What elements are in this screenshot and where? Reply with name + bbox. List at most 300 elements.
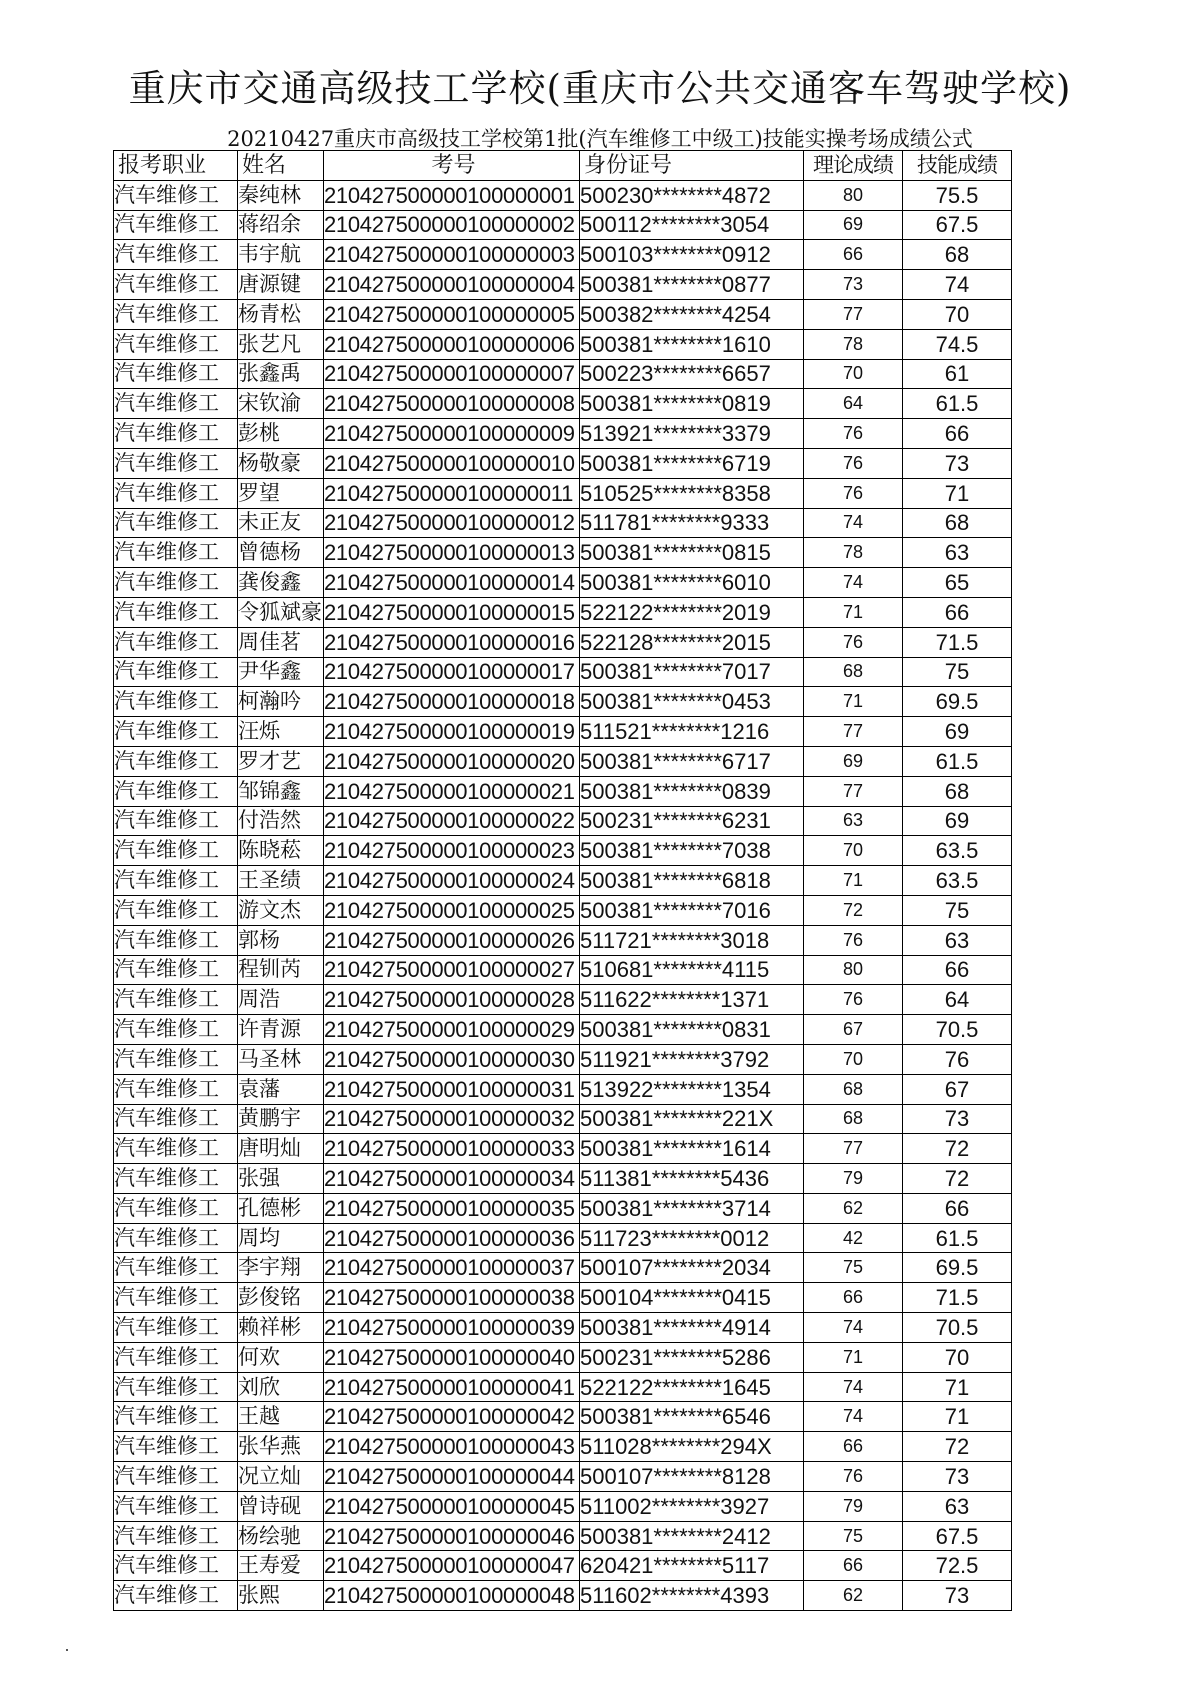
table-row [114,627,1012,657]
cell-name: 唐明灿 [238,1134,324,1164]
cell-name: 张艺凡 [238,329,324,359]
table-row [114,1521,1012,1551]
cell-name: 张鑫禹 [238,359,324,389]
cell-id-number: 500381********221X [580,1104,804,1134]
cell-job: 汽车维修工 [114,925,238,955]
cell-skill-score: 66 [903,597,1012,627]
cell-exam-number: 210427500000100000018 [324,687,580,717]
cell-id-number: 511781********9333 [580,508,804,538]
table-row [114,478,1012,508]
cell-skill-score: 73 [903,1104,1012,1134]
cell-job: 汽车维修工 [114,806,238,836]
cell-job: 汽车维修工 [114,895,238,925]
cell-job: 汽车维修工 [114,1462,238,1492]
cell-skill-score: 73 [903,448,1012,478]
cell-theory-score: 68 [804,1074,903,1104]
cell-theory-score: 79 [804,1491,903,1521]
cell-exam-number: 210427500000100000022 [324,806,580,836]
cell-exam-number: 210427500000100000002 [324,210,580,240]
cell-id-number: 500381********0453 [580,687,804,717]
table-row [114,717,1012,747]
cell-id-number: 500381********0839 [580,776,804,806]
table-row [114,1581,1012,1611]
cell-id-number: 510681********4115 [580,955,804,985]
cell-exam-number: 210427500000100000030 [324,1044,580,1074]
cell-theory-score: 72 [804,895,903,925]
cell-skill-score: 68 [903,240,1012,270]
cell-job: 汽车维修工 [114,1015,238,1045]
cell-name: 周浩 [238,985,324,1015]
cell-theory-score: 74 [804,568,903,598]
cell-job: 汽车维修工 [114,1402,238,1432]
score-announcement-subtitle: 20210427重庆市高级技工学校第1批(汽车维修工中级工)技能实操考场成绩公式 [227,127,973,151]
cell-theory-score: 76 [804,448,903,478]
cell-exam-number: 210427500000100000028 [324,985,580,1015]
cell-theory-score: 66 [804,1432,903,1462]
cell-id-number: 500231********5286 [580,1342,804,1372]
cell-job: 汽车维修工 [114,448,238,478]
cell-name: 黄鹏宇 [238,1104,324,1134]
cell-id-number: 500381********6717 [580,746,804,776]
cell-theory-score: 71 [804,866,903,896]
cell-job: 汽车维修工 [114,210,238,240]
cell-name: 郭杨 [238,925,324,955]
cell-skill-score: 63.5 [903,836,1012,866]
cell-id-number: 511602********4393 [580,1581,804,1611]
cell-job: 汽车维修工 [114,1193,238,1223]
cell-exam-number: 210427500000100000010 [324,448,580,478]
cell-skill-score: 76 [903,1044,1012,1074]
cell-theory-score: 77 [804,717,903,747]
table-row [114,508,1012,538]
cell-job: 汽车维修工 [114,1342,238,1372]
cell-theory-score: 68 [804,1104,903,1134]
cell-skill-score: 71 [903,478,1012,508]
cell-exam-number: 210427500000100000009 [324,419,580,449]
cell-skill-score: 74 [903,270,1012,300]
cell-id-number: 500381********0819 [580,389,804,419]
cell-id-number: 500381********6546 [580,1402,804,1432]
cell-exam-number: 210427500000100000037 [324,1253,580,1283]
table-row [114,687,1012,717]
table-row [114,955,1012,985]
cell-exam-number: 210427500000100000019 [324,717,580,747]
cell-id-number: 500230********4872 [580,180,804,210]
cell-skill-score: 67.5 [903,1521,1012,1551]
table-row [114,985,1012,1015]
cell-theory-score: 68 [804,657,903,687]
cell-theory-score: 66 [804,1551,903,1581]
cell-job: 汽车维修工 [114,985,238,1015]
table-row [114,1402,1012,1432]
cell-name: 柯瀚吟 [238,687,324,717]
cell-skill-score: 69.5 [903,1253,1012,1283]
cell-theory-score: 74 [804,508,903,538]
cell-name: 张强 [238,1164,324,1194]
cell-job: 汽车维修工 [114,776,238,806]
table-row [114,1044,1012,1074]
cell-skill-score: 63 [903,538,1012,568]
cell-job: 汽车维修工 [114,1551,238,1581]
cell-exam-number: 210427500000100000020 [324,746,580,776]
cell-id-number: 511721********3018 [580,925,804,955]
cell-exam-number: 210427500000100000004 [324,270,580,300]
cell-name: 蒋绍余 [238,210,324,240]
cell-exam-number: 210427500000100000032 [324,1104,580,1134]
table-row [114,1491,1012,1521]
table-row [114,1134,1012,1164]
cell-job: 汽车维修工 [114,1521,238,1551]
cell-job: 汽车维修工 [114,687,238,717]
cell-id-number: 500381********0831 [580,1015,804,1045]
cell-name: 陈晓菘 [238,836,324,866]
cell-id-number: 511028********294X [580,1432,804,1462]
cell-skill-score: 72 [903,1432,1012,1462]
cell-name: 程钏芮 [238,955,324,985]
cell-skill-score: 65 [903,568,1012,598]
table-row [114,1104,1012,1134]
cell-exam-number: 210427500000100000046 [324,1521,580,1551]
cell-name: 尹华鑫 [238,657,324,687]
table-row [114,836,1012,866]
column-header-exam-number: 考号 [324,151,580,181]
cell-name: 杨敬豪 [238,448,324,478]
cell-job: 汽车维修工 [114,270,238,300]
cell-name: 马圣林 [238,1044,324,1074]
cell-theory-score: 69 [804,746,903,776]
cell-theory-score: 66 [804,240,903,270]
cell-name: 罗望 [238,478,324,508]
table-row [114,1015,1012,1045]
cell-exam-number: 210427500000100000008 [324,389,580,419]
cell-skill-score: 63.5 [903,866,1012,896]
cell-theory-score: 71 [804,687,903,717]
cell-job: 汽车维修工 [114,329,238,359]
cell-skill-score: 74.5 [903,329,1012,359]
cell-exam-number: 210427500000100000011 [324,478,580,508]
cell-name: 唐源键 [238,270,324,300]
cell-skill-score: 68 [903,776,1012,806]
cell-id-number: 500381********7038 [580,836,804,866]
cell-job: 汽车维修工 [114,597,238,627]
cell-job: 汽车维修工 [114,1491,238,1521]
cell-id-number: 500231********6231 [580,806,804,836]
cell-skill-score: 72.5 [903,1551,1012,1581]
cell-exam-number: 210427500000100000038 [324,1283,580,1313]
cell-name: 周佳茗 [238,627,324,657]
score-table-body [114,180,1012,1610]
cell-exam-number: 210427500000100000040 [324,1342,580,1372]
cell-name: 王越 [238,1402,324,1432]
cell-exam-number: 210427500000100000035 [324,1193,580,1223]
cell-exam-number: 210427500000100000034 [324,1164,580,1194]
cell-theory-score: 66 [804,1283,903,1313]
cell-skill-score: 70.5 [903,1313,1012,1343]
cell-skill-score: 69 [903,717,1012,747]
cell-name: 袁藩 [238,1074,324,1104]
cell-id-number: 500381********1614 [580,1134,804,1164]
cell-theory-score: 80 [804,955,903,985]
cell-job: 汽车维修工 [114,359,238,389]
cell-theory-score: 62 [804,1193,903,1223]
cell-exam-number: 210427500000100000006 [324,329,580,359]
cell-exam-number: 210427500000100000048 [324,1581,580,1611]
cell-exam-number: 210427500000100000027 [324,955,580,985]
cell-exam-number: 210427500000100000043 [324,1432,580,1462]
cell-theory-score: 74 [804,1313,903,1343]
cell-skill-score: 66 [903,419,1012,449]
cell-skill-score: 61.5 [903,389,1012,419]
cell-exam-number: 210427500000100000033 [324,1134,580,1164]
cell-name: 王寿爱 [238,1551,324,1581]
column-header-job: 报考职业 [114,151,238,181]
cell-exam-number: 210427500000100000029 [324,1015,580,1045]
table-row [114,1193,1012,1223]
cell-exam-number: 210427500000100000023 [324,836,580,866]
cell-name: 杨青松 [238,299,324,329]
cell-skill-score: 73 [903,1581,1012,1611]
cell-skill-score: 71.5 [903,1283,1012,1313]
cell-name: 彭桃 [238,419,324,449]
table-row [114,597,1012,627]
cell-name: 汪烁 [238,717,324,747]
column-header-theory-score: 理论成绩 [804,151,903,181]
cell-theory-score: 76 [804,627,903,657]
cell-job: 汽车维修工 [114,866,238,896]
cell-id-number: 510525********8358 [580,478,804,508]
school-title: 重庆市交通高级技工学校(重庆市公共交通客车驾驶学校) [128,67,1072,110]
cell-name: 游文杰 [238,895,324,925]
table-row [114,329,1012,359]
cell-id-number: 500107********2034 [580,1253,804,1283]
cell-job: 汽车维修工 [114,538,238,568]
cell-job: 汽车维修工 [114,1134,238,1164]
cell-skill-score: 70 [903,1342,1012,1372]
cell-job: 汽车维修工 [114,180,238,210]
cell-theory-score: 77 [804,776,903,806]
cell-theory-score: 64 [804,389,903,419]
scan-speck [66,1649,68,1651]
cell-id-number: 511921********3792 [580,1044,804,1074]
table-row [114,1551,1012,1581]
cell-id-number: 500381********0877 [580,270,804,300]
table-row [114,1074,1012,1104]
table-row [114,1432,1012,1462]
table-row [114,299,1012,329]
cell-id-number: 511622********1371 [580,985,804,1015]
cell-name: 周均 [238,1223,324,1253]
cell-theory-score: 76 [804,478,903,508]
cell-exam-number: 210427500000100000017 [324,657,580,687]
cell-theory-score: 78 [804,538,903,568]
cell-id-number: 500382********4254 [580,299,804,329]
cell-skill-score: 73 [903,1462,1012,1492]
cell-skill-score: 61 [903,359,1012,389]
cell-theory-score: 75 [804,1521,903,1551]
cell-theory-score: 77 [804,1134,903,1164]
cell-theory-score: 62 [804,1581,903,1611]
table-row [114,925,1012,955]
cell-theory-score: 42 [804,1223,903,1253]
score-table-header [114,151,1012,181]
cell-theory-score: 73 [804,270,903,300]
score-table [113,150,1012,1611]
cell-job: 汽车维修工 [114,1372,238,1402]
cell-exam-number: 210427500000100000013 [324,538,580,568]
cell-skill-score: 75.5 [903,180,1012,210]
cell-id-number: 500381********6719 [580,448,804,478]
cell-theory-score: 69 [804,210,903,240]
table-row [114,210,1012,240]
table-row [114,895,1012,925]
cell-name: 赖祥彬 [238,1313,324,1343]
cell-name: 付浩然 [238,806,324,836]
cell-skill-score: 66 [903,1193,1012,1223]
table-row [114,359,1012,389]
cell-skill-score: 70.5 [903,1015,1012,1045]
cell-skill-score: 75 [903,657,1012,687]
cell-theory-score: 75 [804,1253,903,1283]
cell-name: 杨绘驰 [238,1521,324,1551]
cell-exam-number: 210427500000100000026 [324,925,580,955]
cell-exam-number: 210427500000100000007 [324,359,580,389]
cell-job: 汽车维修工 [114,1074,238,1104]
table-row [114,776,1012,806]
table-row [114,1372,1012,1402]
cell-id-number: 522122********1645 [580,1372,804,1402]
cell-id-number: 522122********2019 [580,597,804,627]
cell-theory-score: 77 [804,299,903,329]
table-row [114,806,1012,836]
cell-job: 汽车维修工 [114,1432,238,1462]
cell-job: 汽车维修工 [114,389,238,419]
table-row [114,240,1012,270]
table-row [114,419,1012,449]
cell-skill-score: 71.5 [903,627,1012,657]
cell-name: 宋钦渝 [238,389,324,419]
cell-id-number: 511723********0012 [580,1223,804,1253]
cell-theory-score: 76 [804,419,903,449]
cell-name: 李宇翔 [238,1253,324,1283]
cell-id-number: 513922********1354 [580,1074,804,1104]
table-row [114,538,1012,568]
cell-job: 汽车维修工 [114,657,238,687]
table-row [114,270,1012,300]
cell-job: 汽车维修工 [114,836,238,866]
cell-job: 汽车维修工 [114,240,238,270]
cell-id-number: 500112********3054 [580,210,804,240]
cell-name: 曾诗砚 [238,1491,324,1521]
cell-id-number: 500381********0815 [580,538,804,568]
cell-skill-score: 67 [903,1074,1012,1104]
cell-job: 汽车维修工 [114,1164,238,1194]
cell-id-number: 513921********3379 [580,419,804,449]
cell-job: 汽车维修工 [114,627,238,657]
header-row [114,151,1012,181]
cell-theory-score: 78 [804,329,903,359]
cell-name: 秦纯林 [238,180,324,210]
cell-name: 邹锦鑫 [238,776,324,806]
table-row [114,866,1012,896]
cell-job: 汽车维修工 [114,955,238,985]
cell-job: 汽车维修工 [114,568,238,598]
cell-exam-number: 210427500000100000036 [324,1223,580,1253]
cell-exam-number: 210427500000100000047 [324,1551,580,1581]
table-row [114,1313,1012,1343]
cell-name: 孔德彬 [238,1193,324,1223]
cell-name: 未正友 [238,508,324,538]
cell-theory-score: 67 [804,1015,903,1045]
cell-theory-score: 71 [804,597,903,627]
cell-id-number: 500381********3714 [580,1193,804,1223]
cell-id-number: 500103********0912 [580,240,804,270]
cell-theory-score: 76 [804,925,903,955]
cell-skill-score: 67.5 [903,210,1012,240]
cell-id-number: 500381********4914 [580,1313,804,1343]
cell-name: 彭俊铭 [238,1283,324,1313]
cell-name: 何欢 [238,1342,324,1372]
table-row [114,1253,1012,1283]
cell-exam-number: 210427500000100000031 [324,1074,580,1104]
cell-job: 汽车维修工 [114,717,238,747]
cell-job: 汽车维修工 [114,1104,238,1134]
cell-exam-number: 210427500000100000041 [324,1372,580,1402]
cell-id-number: 620421********5117 [580,1551,804,1581]
cell-exam-number: 210427500000100000012 [324,508,580,538]
table-row [114,448,1012,478]
column-header-name: 姓名 [238,151,324,181]
cell-skill-score: 61.5 [903,1223,1012,1253]
cell-skill-score: 61.5 [903,746,1012,776]
cell-theory-score: 79 [804,1164,903,1194]
column-header-id-number: 身份证号 [580,151,804,181]
cell-id-number: 500381********7017 [580,657,804,687]
cell-name: 曾德杨 [238,538,324,568]
cell-theory-score: 70 [804,1044,903,1074]
cell-id-number: 500381********6010 [580,568,804,598]
cell-skill-score: 70 [903,299,1012,329]
cell-exam-number: 210427500000100000044 [324,1462,580,1492]
table-row [114,180,1012,210]
cell-name: 张熙 [238,1581,324,1611]
cell-exam-number: 210427500000100000015 [324,597,580,627]
cell-name: 刘欣 [238,1372,324,1402]
cell-job: 汽车维修工 [114,478,238,508]
table-row [114,1342,1012,1372]
table-row [114,568,1012,598]
cell-theory-score: 80 [804,180,903,210]
cell-id-number: 500381********6818 [580,866,804,896]
table-row [114,1164,1012,1194]
cell-exam-number: 210427500000100000014 [324,568,580,598]
cell-id-number: 500223********6657 [580,359,804,389]
cell-skill-score: 66 [903,955,1012,985]
cell-skill-score: 72 [903,1134,1012,1164]
cell-job: 汽车维修工 [114,746,238,776]
cell-id-number: 500381********7016 [580,895,804,925]
cell-theory-score: 74 [804,1402,903,1432]
cell-skill-score: 71 [903,1402,1012,1432]
cell-job: 汽车维修工 [114,1313,238,1343]
cell-skill-score: 63 [903,1491,1012,1521]
cell-exam-number: 210427500000100000003 [324,240,580,270]
cell-theory-score: 63 [804,806,903,836]
cell-id-number: 511381********5436 [580,1164,804,1194]
cell-job: 汽车维修工 [114,1581,238,1611]
cell-job: 汽车维修工 [114,299,238,329]
cell-name: 张华燕 [238,1432,324,1462]
cell-id-number: 522128********2015 [580,627,804,657]
